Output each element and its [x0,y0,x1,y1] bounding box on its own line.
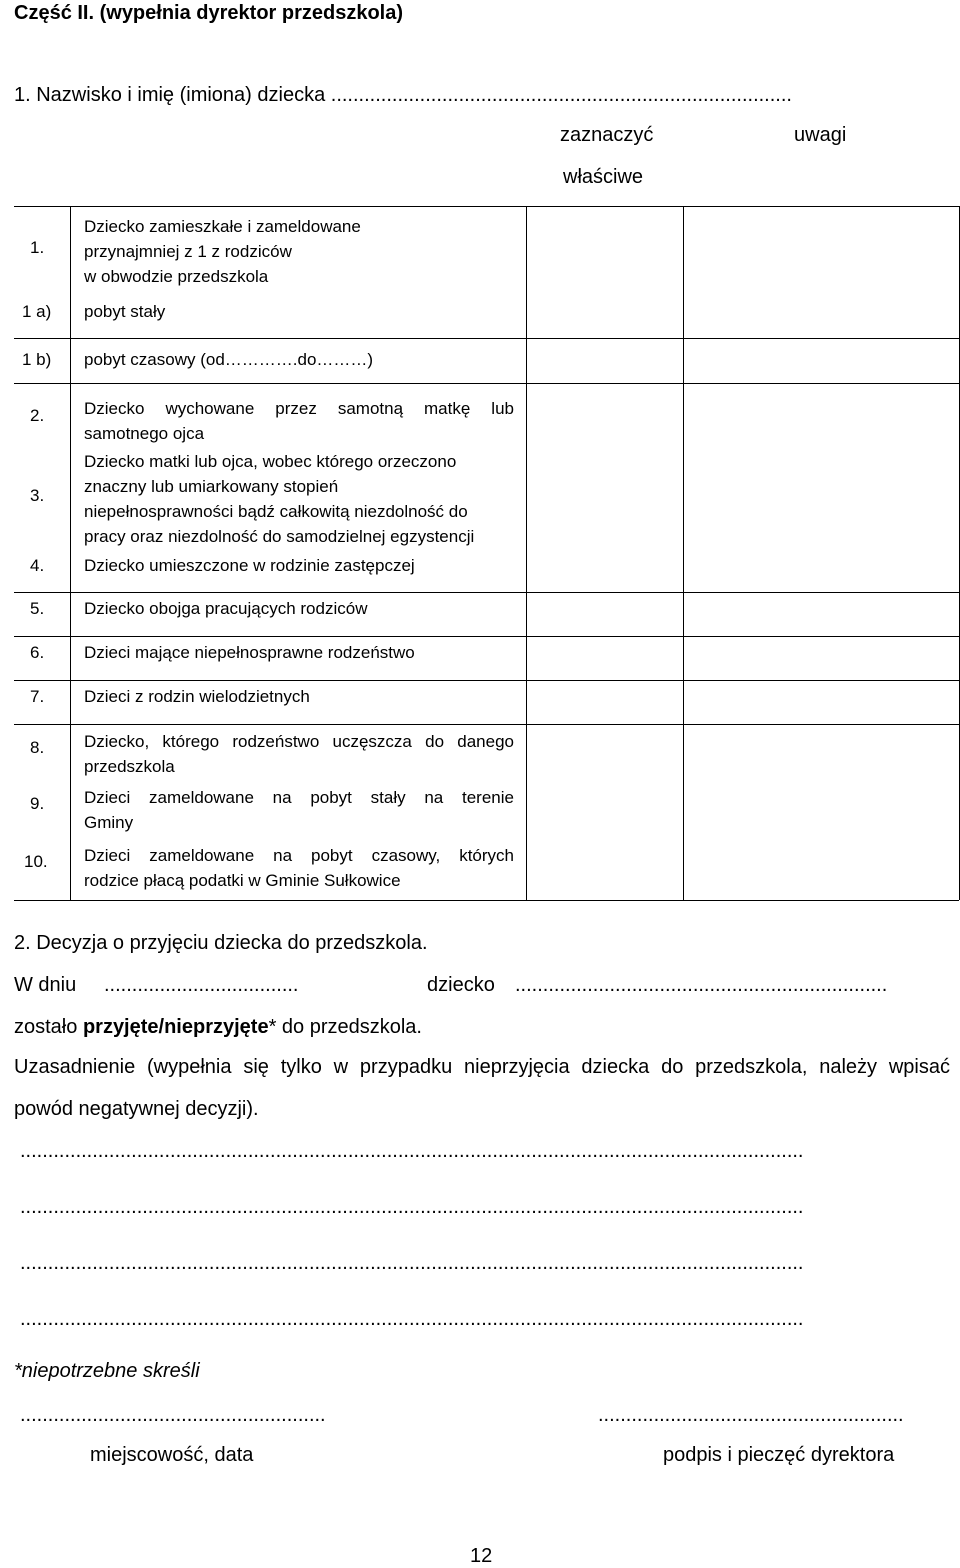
director-signature-field[interactable]: ....................................................... [598,1404,904,1426]
row-criterion: Dziecko umieszczone w rodzinie zastępczej [84,556,415,575]
decision-status-line [14,1016,422,1039]
row-number: 4. [30,556,45,575]
justification-field[interactable]: ............................................................................................................................................. [20,1308,804,1330]
place-date-label: miejscowość, data [90,1444,254,1466]
decision-date-field[interactable]: ................................... [104,974,299,996]
decision-title: 2. Decyzja o przyjęciu dziecka do przedszkola. [14,932,428,954]
row-criterion-line: znaczny lub umiarkowany stopień [84,477,339,496]
justification-line-2: powód negatywnej decyzji). [14,1098,259,1120]
accepted-rejected-choice[interactable]: przyjęte/nieprzyjęte [82,1016,269,1038]
zostalo-label: zostało [14,1016,78,1038]
row-number: 3. [30,486,45,505]
child-name-question: 1. Nazwisko i imię (imiona) dziecka [14,84,326,106]
row-number: 6. [30,643,45,662]
row-criterion: Dzieci z rodzin wielodzietnych [84,687,310,706]
justification-field[interactable]: ............................................................................................................................................. [20,1252,804,1274]
table-line-bottom [14,900,959,901]
row-number: 8. [30,738,45,757]
notes-column-cells[interactable] [684,207,958,899]
row-number: 2. [30,406,45,425]
col-mark-header-line1: zaznaczyć [560,124,654,146]
dziecko-label: dziecko [427,974,495,996]
row-criterion-line: Gminy [84,813,134,832]
row-criterion-line: Dziecko matki lub ojca, wobec którego orzeczono [84,452,457,471]
page-number: 12 [470,1545,493,1567]
justification-field[interactable]: ............................................................................................................................................. [20,1140,804,1162]
row-criterion: Dziecko obojga pracujących rodziców [84,599,368,618]
table-col-line [70,206,71,900]
row-number: 7. [30,687,45,706]
row-number: 9. [30,794,45,813]
row-criterion-line: Dzieci zameldowane na pobyt czasowy, których [84,846,514,865]
row-criterion-line: Dzieci zameldowane na pobyt stały na terenie [84,788,514,807]
row-criterion [84,214,361,289]
child-name-label [14,84,792,107]
child-name-field[interactable]: ................................................................................... [330,84,792,106]
col-mark-header-line2: właściwe [563,166,644,188]
row-criterion: Dzieci mające niepełnosprawne rodzeństwo [84,643,415,662]
part-title: Część II. (wypełnia dyrektor przedszkola) [14,2,404,24]
director-signature-label: podpis i pieczęć dyrektora [663,1444,895,1466]
w-dniu-label: W dniu [14,974,77,996]
mark-column-cells[interactable] [527,207,682,899]
row-number: 10. [24,852,48,871]
justification-field[interactable]: ............................................................................................................................................. [20,1196,804,1218]
place-date-field[interactable]: ....................................................... [20,1404,326,1426]
justification-line-1: Uzasadnienie (wypełnia się tylko w przypadku nieprzyjęcia dziecka do przedszkola, należy wpisać [14,1056,950,1078]
row-number: 1 a) [22,302,52,321]
row-criterion [84,449,474,549]
row-number: 1 b) [22,350,52,369]
row-criterion [84,785,514,835]
row-criterion-line: niepełnosprawności bądź całkowitą niezdolność do [84,502,468,521]
decision-child-field[interactable]: ................................................................... [515,974,888,996]
row-criterion-line: Dziecko zamieszkałe i zameldowane [84,217,361,236]
row-criterion-line: Dziecko wychowane przez samotną matkę lub [84,399,514,418]
row-criterion [84,729,514,779]
table-line-top-left [14,206,526,207]
row-criterion-line: pracy oraz niezdolność do samodzielnej egzystencji [84,527,475,546]
row-criterion: pobyt stały [84,302,166,321]
row-criterion-line: Dziecko, którego rodzeństwo uczęszcza do danego [84,732,514,751]
row-criterion [84,843,514,893]
row-number: 5. [30,599,45,618]
row-criterion-line: samotnego ojca [84,424,205,443]
col-notes-header: uwagi [794,124,847,146]
row-criterion-line: przedszkola [84,757,175,776]
row-criterion [84,396,514,446]
row-criterion-line: rodzice płacą podatki w Gminie Sułkowice [84,871,401,890]
row-number: 1. [30,238,45,257]
row-criterion: pobyt czasowy (od………….do………) [84,350,374,369]
row-criterion-line: w obwodzie przedszkola [84,267,269,286]
footnote: *niepotrzebne skreśli [14,1360,200,1382]
row-criterion-line: przynajmniej z 1 z rodziców [84,242,292,261]
to-preschool-label: * do przedszkola. [268,1016,422,1038]
